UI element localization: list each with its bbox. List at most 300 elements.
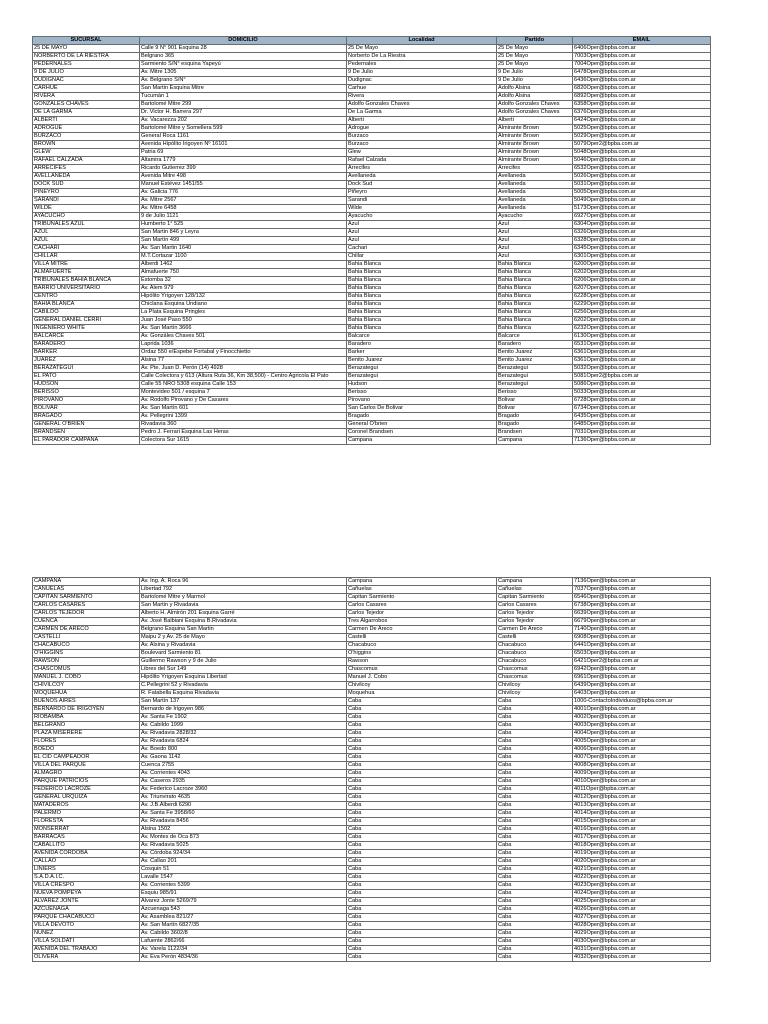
partido-cell: 25 De Mayo <box>497 45 573 53</box>
email-cell: 4026Oper@bpba.com.ar <box>573 906 711 914</box>
domicilio-cell: Laprida 1036 <box>140 341 347 349</box>
partido-cell: Caba <box>497 946 573 954</box>
domicilio-cell: Rivadavia 360 <box>140 421 347 429</box>
sucursal-cell: CAMPANA <box>33 578 140 586</box>
domicilio-cell: Altamira 1779 <box>140 157 347 165</box>
domicilio-cell: Alvarez Jonte 5269/79 <box>140 898 347 906</box>
sucursal-cell: WILDE <box>33 205 140 213</box>
partido-cell: Baradero <box>497 341 573 349</box>
sucursal-cell: LINIERS <box>33 866 140 874</box>
partido-cell: Caba <box>497 930 573 938</box>
localidad-cell: Berazategui <box>347 365 497 373</box>
partido-cell: Caba <box>497 818 573 826</box>
partido-cell: Carlos Tejedor <box>497 618 573 626</box>
localidad-cell: Berisso <box>347 389 497 397</box>
domicilio-cell: Av. Rodolfo Pirovano y De Casares <box>140 397 347 405</box>
sucursal-cell: CARLOS CASARES <box>33 602 140 610</box>
table-row <box>33 578 711 586</box>
domicilio-cell: Av. Pte. Juan D. Perón (14) 4928 <box>140 365 347 373</box>
table-row <box>33 914 711 922</box>
sucursal-cell: S.A.D.A.I.C. <box>33 874 140 882</box>
domicilio-cell: Juan José Paso 550 <box>140 317 347 325</box>
sucursal-cell: PIÑEYRO <box>33 189 140 197</box>
email-cell: 6639Oper@bpba.com.ar <box>573 610 711 618</box>
localidad-cell: San Carlos De Bolivar <box>347 405 497 413</box>
email-cell: 5029Oper@bpba.com.ar <box>573 133 711 141</box>
partido-cell: Caba <box>497 938 573 946</box>
table-row <box>33 730 711 738</box>
domicilio-cell: San Martin 846 y Leyra <box>140 229 347 237</box>
table-row <box>33 53 711 61</box>
localidad-cell: Bahia Blanca <box>347 317 497 325</box>
localidad-cell: Caba <box>347 714 497 722</box>
email-cell: 4011Oper@bpba.com.ar <box>573 786 711 794</box>
localidad-cell: Caba <box>347 778 497 786</box>
table-row <box>33 722 711 730</box>
table-row <box>33 770 711 778</box>
sucursal-cell: CHASCOMUS <box>33 666 140 674</box>
table-row <box>33 245 711 253</box>
email-cell: 4003Oper@bpba.com.ar <box>573 722 711 730</box>
email-cell: 6130Oper@bpba.com.ar <box>573 333 711 341</box>
table-row <box>33 301 711 309</box>
domicilio-cell: Av. Rivadavia 2828/32 <box>140 730 347 738</box>
localidad-cell: Ayacucho <box>347 213 497 221</box>
domicilio-cell: Libertad 792 <box>140 586 347 594</box>
domicilio-cell: Bartolomé Mitre y Marmol <box>140 594 347 602</box>
partido-cell: Almirante Brown <box>497 133 573 141</box>
sucursal-cell: DUDIGNAC <box>33 77 140 85</box>
sucursal-cell: BAHIA BLANCA <box>33 301 140 309</box>
table-row <box>33 229 711 237</box>
partido-cell: 9 De Julio <box>497 77 573 85</box>
domicilio-cell: Av. San Martín 6827/35 <box>140 922 347 930</box>
email-cell: 6206Oper@bpba.com.ar <box>573 277 711 285</box>
email-cell: 1000-ContactoIndividuos@bpba.com.ar <box>573 698 711 706</box>
partido-cell: Caba <box>497 898 573 906</box>
sucursal-cell: CENTRO <box>33 293 140 301</box>
email-cell: 6376Oper@bpba.com.ar <box>573 109 711 117</box>
localidad-cell: Bahia Blanca <box>347 325 497 333</box>
localidad-cell: Bahia Blanca <box>347 309 497 317</box>
sucursal-cell: CARHUE <box>33 85 140 93</box>
partido-cell: Avellaneda <box>497 197 573 205</box>
localidad-cell: Piñeyro <box>347 189 497 197</box>
domicilio-cell: Sarmiento S/N° esquina Yapeyú <box>140 61 347 69</box>
localidad-cell: Caba <box>347 786 497 794</box>
localidad-cell: Caba <box>347 946 497 954</box>
localidad-cell: Adrogue <box>347 125 497 133</box>
partido-cell: Chivilcoy <box>497 690 573 698</box>
partido-cell: Almirante Brown <box>497 141 573 149</box>
sucursal-cell: RIVERA <box>33 93 140 101</box>
email-cell: 4015Oper@bpba.com.ar <box>573 818 711 826</box>
partido-cell: Caba <box>497 714 573 722</box>
localidad-cell: General O'brien <box>347 421 497 429</box>
localidad-cell: Caba <box>347 898 497 906</box>
sucursal-cell: PARQUE CHACABUCO <box>33 914 140 922</box>
table-row <box>33 794 711 802</box>
localidad-cell: Glew <box>347 149 497 157</box>
email-cell: 5031Oper@bpba.com.ar <box>573 181 711 189</box>
localidad-cell: Caba <box>347 866 497 874</box>
partido-cell: Carmen De Areco <box>497 626 573 634</box>
table-row <box>33 317 711 325</box>
sucursal-cell: MANUEL J. COBO <box>33 674 140 682</box>
localidad-cell: Azul <box>347 237 497 245</box>
domicilio-cell: Cuenca 2755 <box>140 762 347 770</box>
localidad-cell: Bahia Blanca <box>347 285 497 293</box>
table-row <box>33 141 711 149</box>
partido-cell: Caba <box>497 730 573 738</box>
table-row <box>33 874 711 882</box>
table-row <box>33 437 711 445</box>
partido-cell: Almirante Brown <box>497 125 573 133</box>
partido-cell: Almirante Brown <box>497 149 573 157</box>
domicilio-cell: Av. Gaona 1142 <box>140 754 347 762</box>
domicilio-cell: Av. Montes de Oca 873 <box>140 834 347 842</box>
domicilio-cell: 9 de Julio 1121 <box>140 213 347 221</box>
partido-cell: Caba <box>497 906 573 914</box>
localidad-cell: Rawson <box>347 658 497 666</box>
email-cell: 6942Oper@bpba.com.ar <box>573 666 711 674</box>
sucursal-cell: CUENCA <box>33 618 140 626</box>
email-cell: 5033Oper@bpba.com.ar <box>573 389 711 397</box>
domicilio-cell: San Martín 499 <box>140 237 347 245</box>
domicilio-cell: Dr. Victor H. Barrera 297 <box>140 109 347 117</box>
table-row <box>33 109 711 117</box>
localidad-cell: Caba <box>347 706 497 714</box>
sucursal-cell: JUAREZ <box>33 357 140 365</box>
localidad-cell: Alberti <box>347 117 497 125</box>
email-cell: 6207Oper@bpba.com.ar <box>573 285 711 293</box>
partido-cell: Benito Juarez <box>497 357 573 365</box>
domicilio-cell: Av. Corrientes 4043 <box>140 770 347 778</box>
localidad-cell: Caba <box>347 858 497 866</box>
domicilio-cell: Azcuenaga 543 <box>140 906 347 914</box>
table-row <box>33 221 711 229</box>
email-cell: 5079Oper2@bpba.com.ar <box>573 141 711 149</box>
partido-cell: Balcarce <box>497 333 573 341</box>
sucursal-cell: GONZALES CHAVES <box>33 101 140 109</box>
partido-cell: Caba <box>497 706 573 714</box>
partido-cell: Caba <box>497 722 573 730</box>
table-row <box>33 858 711 866</box>
email-cell: 4002Oper@bpba.com.ar <box>573 714 711 722</box>
partido-cell: Azul <box>497 221 573 229</box>
partido-cell: Avellaneda <box>497 173 573 181</box>
sucursal-cell: CHACABUCO <box>33 642 140 650</box>
branches-table-2 <box>32 577 711 962</box>
partido-cell: Caba <box>497 794 573 802</box>
email-cell: 4008Oper@bpba.com.ar <box>573 762 711 770</box>
sucursal-cell: RIOBAMBA <box>33 714 140 722</box>
localidad-cell: Pirovano <box>347 397 497 405</box>
sucursal-cell: MOQUEHUA <box>33 690 140 698</box>
partido-cell: Azul <box>497 229 573 237</box>
partido-cell: Chascomus <box>497 666 573 674</box>
localidad-cell: Coronel Brandsen <box>347 429 497 437</box>
localidad-cell: Dock Sud <box>347 181 497 189</box>
partido-cell: Caba <box>497 842 573 850</box>
table-row <box>33 365 711 373</box>
email-cell: 6421Oper2@bpba.com.ar <box>573 658 711 666</box>
localidad-cell: Benito Juarez <box>347 357 497 365</box>
partido-cell: 25 De Mayo <box>497 61 573 69</box>
sucursal-cell: CARMEN DE ARECO <box>33 626 140 634</box>
domicilio-cell: Av. Cabildo 1999 <box>140 722 347 730</box>
domicilio-cell: Pedro J. Ferrari Esquina Las Heras <box>140 429 347 437</box>
table-row <box>33 125 711 133</box>
localidad-cell: Caba <box>347 938 497 946</box>
table-row <box>33 842 711 850</box>
partido-cell: 25 De Mayo <box>497 53 573 61</box>
email-cell: 6927Oper@bpba.com.ar <box>573 213 711 221</box>
partido-cell: Alberti <box>497 117 573 125</box>
sucursal-cell: BERAZATEGUI <box>33 365 140 373</box>
localidad-cell: Chascomus <box>347 666 497 674</box>
domicilio-cell: R. Fatabella Esquina Rivadavia <box>140 690 347 698</box>
email-cell: 4028Oper@bpba.com.ar <box>573 922 711 930</box>
table-row <box>33 866 711 874</box>
sucursal-cell: NUEVA POMPEYA <box>33 890 140 898</box>
partido-cell: Adolfo Gonzales Chaves <box>497 101 573 109</box>
email-cell: 6546Oper@bpba.com.ar <box>573 594 711 602</box>
localidad-cell: Caba <box>347 738 497 746</box>
domicilio-cell: Calle 9 N° 901 Esquina 28 <box>140 45 347 53</box>
sucursal-cell: 9 DE JULIO <box>33 69 140 77</box>
sucursal-cell: VILLA CRESPO <box>33 882 140 890</box>
sucursal-cell: ALMAGRO <box>33 770 140 778</box>
partido-cell: Caba <box>497 762 573 770</box>
table-row <box>33 197 711 205</box>
domicilio-cell: Av. San Martín 601 <box>140 405 347 413</box>
localidad-cell: Bahia Blanca <box>347 293 497 301</box>
localidad-cell: Caba <box>347 826 497 834</box>
localidad-cell: Adolfo Gonzales Chaves <box>347 101 497 109</box>
table-row <box>33 826 711 834</box>
table-row <box>33 882 711 890</box>
email-cell: 7136Oper@bpba.com.ar <box>573 578 711 586</box>
email-cell: 6403Oper@bpba.com.ar <box>573 690 711 698</box>
partido-cell: Bahia Blanca <box>497 261 573 269</box>
table-row <box>33 61 711 69</box>
partido-cell: Azul <box>497 245 573 253</box>
domicilio-cell: Humberto 1° 525 <box>140 221 347 229</box>
email-cell: 4031Oper@bpba.com.ar <box>573 946 711 954</box>
localidad-cell: Norberto De La Riestra <box>347 53 497 61</box>
table-row <box>33 658 711 666</box>
sucursal-cell: DOCK SUD <box>33 181 140 189</box>
partido-cell: Arrecifes <box>497 165 573 173</box>
email-cell: 4029Oper@bpba.com.ar <box>573 930 711 938</box>
table-row <box>33 706 711 714</box>
table-row <box>33 602 711 610</box>
sucursal-cell: AZUL <box>33 229 140 237</box>
sucursal-cell: BOLIVAR <box>33 405 140 413</box>
partido-cell: Carlos Casares <box>497 602 573 610</box>
domicilio-cell: Lavalle 1547 <box>140 874 347 882</box>
domicilio-cell: Av. Corrientes 5399 <box>140 882 347 890</box>
sucursal-cell: BERNARDO DE IRIGOYEN <box>33 706 140 714</box>
domicilio-cell: Av. Gonzáles Chaves 501 <box>140 333 347 341</box>
localidad-cell: Caba <box>347 850 497 858</box>
sucursal-cell: FEDERICO LACROZE <box>33 786 140 794</box>
domicilio-cell: Av. Federico Lacroze 3960 <box>140 786 347 794</box>
localidad-cell: Wilde <box>347 205 497 213</box>
table-row <box>33 77 711 85</box>
localidad-cell: Caba <box>347 906 497 914</box>
email-cell: 5173Oper@bpba.com.ar <box>573 205 711 213</box>
sucursal-cell: CHILLAR <box>33 253 140 261</box>
domicilio-cell: Bartolomé Mitre 299 <box>140 101 347 109</box>
localidad-cell: Azul <box>347 221 497 229</box>
domicilio-cell: Boulevard Sarmiento 81 <box>140 650 347 658</box>
sucursal-cell: PARQUE PATRICIOS <box>33 778 140 786</box>
localidad-cell: Bahia Blanca <box>347 261 497 269</box>
domicilio-cell: Ordaz 550 e/Espebe Fortabal y Finocchietto <box>140 349 347 357</box>
localidad-cell: Caba <box>347 882 497 890</box>
table-row <box>33 117 711 125</box>
email-cell: 6202Oper@bpba.com.ar <box>573 269 711 277</box>
table-row <box>33 341 711 349</box>
email-cell: 4014Oper@bpba.com.ar <box>573 810 711 818</box>
sucursal-cell: NORBERTO DE LA RIESTRA <box>33 53 140 61</box>
header-domicilio: DOMICILIO <box>140 37 347 45</box>
domicilio-cell: Av. Mitre 6458 <box>140 205 347 213</box>
table-row <box>33 213 711 221</box>
domicilio-cell: Hipólito Yrigoyen Esquina Libertad <box>140 674 347 682</box>
email-cell: 6961Oper@bpba.com.ar <box>573 674 711 682</box>
localidad-cell: De La Garma <box>347 109 497 117</box>
localidad-cell: Caba <box>347 722 497 730</box>
sucursal-cell: FLORES <box>33 738 140 746</box>
localidad-cell: Chillar <box>347 253 497 261</box>
domicilio-cell: Montevideo 501 / esquina 7 <box>140 389 347 397</box>
partido-cell: Caba <box>497 698 573 706</box>
localidad-cell: Caba <box>347 818 497 826</box>
sucursal-cell: O'HIGGINS <box>33 650 140 658</box>
partido-cell: 9 De Julio <box>497 69 573 77</box>
email-cell: 4023Oper@bpba.com.ar <box>573 882 711 890</box>
localidad-cell: Caba <box>347 922 497 930</box>
email-cell: 6301Oper@bpba.com.ar <box>573 253 711 261</box>
domicilio-cell: Manuel Estévez 1451/55 <box>140 181 347 189</box>
partido-cell: Bahia Blanca <box>497 285 573 293</box>
localidad-cell: Berazategui <box>347 373 497 381</box>
partido-cell: Caba <box>497 834 573 842</box>
table-row <box>33 834 711 842</box>
email-cell: 4024Oper@bpba.com.ar <box>573 890 711 898</box>
domicilio-cell: Avenida Mitre 498 <box>140 173 347 181</box>
sucursal-cell: INGENIERO WHITE <box>33 325 140 333</box>
email-cell: 6228Oper@bpba.com.ar <box>573 293 711 301</box>
domicilio-cell: Bernardo de Irigoyen 986 <box>140 706 347 714</box>
domicilio-cell: General Roca 1161 <box>140 133 347 141</box>
table-row <box>33 762 711 770</box>
localidad-cell: Cañuelas <box>347 586 497 594</box>
localidad-cell: Arrecifes <box>347 165 497 173</box>
partido-cell: Bahia Blanca <box>497 317 573 325</box>
sucursal-cell: PIROVANO <box>33 397 140 405</box>
table-row <box>33 237 711 245</box>
table-row <box>33 181 711 189</box>
table-row <box>33 682 711 690</box>
domicilio-cell: Colectora Sur 1615 <box>140 437 347 445</box>
table-row <box>33 45 711 53</box>
domicilio-cell: San Martín 137 <box>140 698 347 706</box>
sucursal-cell: BRANDSEN <box>33 429 140 437</box>
email-cell: 5026Oper@bpba.com.ar <box>573 173 711 181</box>
sucursal-cell: BROWN <box>33 141 140 149</box>
domicilio-cell: Av. Belgrano S/N° <box>140 77 347 85</box>
sucursal-cell: OLIVERA <box>33 954 140 962</box>
localidad-cell: Caba <box>347 834 497 842</box>
email-cell: 4021Oper@bpba.com.ar <box>573 866 711 874</box>
domicilio-cell: Alberdi 1462 <box>140 261 347 269</box>
email-cell: 4005Oper@bpba.com.ar <box>573 738 711 746</box>
localidad-cell: Bahia Blanca <box>347 277 497 285</box>
email-cell: 6232Oper@bpba.com.ar <box>573 325 711 333</box>
email-cell: 5081Oper2@bpba.com.ar <box>573 373 711 381</box>
partido-cell: Caba <box>497 786 573 794</box>
email-cell: 6229Oper@bpba.com.ar <box>573 301 711 309</box>
localidad-cell: Bahia Blanca <box>347 269 497 277</box>
sucursal-cell: BURZACO <box>33 133 140 141</box>
sucursal-cell: CABALLITO <box>33 842 140 850</box>
email-cell: 4032Oper@bpba.com.ar <box>573 954 711 962</box>
email-cell: 4007Oper@bpba.com.ar <box>573 754 711 762</box>
partido-cell: Caba <box>497 738 573 746</box>
table-row <box>33 189 711 197</box>
domicilio-cell: Av. Alem 979 <box>140 285 347 293</box>
localidad-cell: Chacabuco <box>347 642 497 650</box>
sucursal-cell: AZCUENAGA <box>33 906 140 914</box>
email-cell: 4001Oper@bpba.com.ar <box>573 706 711 714</box>
email-cell: 4010Oper@bpba.com.ar <box>573 778 711 786</box>
sucursal-cell: ARRECIFES <box>33 165 140 173</box>
table-row <box>33 309 711 317</box>
partido-cell: Bolivar <box>497 405 573 413</box>
table-row <box>33 429 711 437</box>
table-row <box>33 325 711 333</box>
partido-cell: Azul <box>497 253 573 261</box>
localidad-cell: Campana <box>347 578 497 586</box>
domicilio-cell: Av. Boedo 800 <box>140 746 347 754</box>
table-header-row <box>33 37 711 45</box>
email-cell: 6738Oper@bpba.com.ar <box>573 602 711 610</box>
localidad-cell: Caba <box>347 914 497 922</box>
table-row <box>33 850 711 858</box>
partido-cell: Bahia Blanca <box>497 325 573 333</box>
partido-cell: Bahia Blanca <box>497 269 573 277</box>
sucursal-cell: BUENOS AIRES <box>33 698 140 706</box>
email-cell: 6820Oper@bpba.com.ar <box>573 85 711 93</box>
table-row <box>33 413 711 421</box>
table-row <box>33 173 711 181</box>
domicilio-cell: Calle 55 NRO 5308 esquina Calle 153 <box>140 381 347 389</box>
partido-cell: Bahia Blanca <box>497 293 573 301</box>
table-row <box>33 277 711 285</box>
domicilio-cell: Av. Varela 1122/34 <box>140 946 347 954</box>
email-cell: 6202Oper@bpba.com.ar <box>573 317 711 325</box>
partido-cell: Bolivar <box>497 397 573 405</box>
partido-cell: Chivilcoy <box>497 682 573 690</box>
sucursal-cell: SARANDI <box>33 197 140 205</box>
table-row <box>33 253 711 261</box>
table-row <box>33 397 711 405</box>
email-cell: 7003Oper@bpba.com.ar <box>573 53 711 61</box>
